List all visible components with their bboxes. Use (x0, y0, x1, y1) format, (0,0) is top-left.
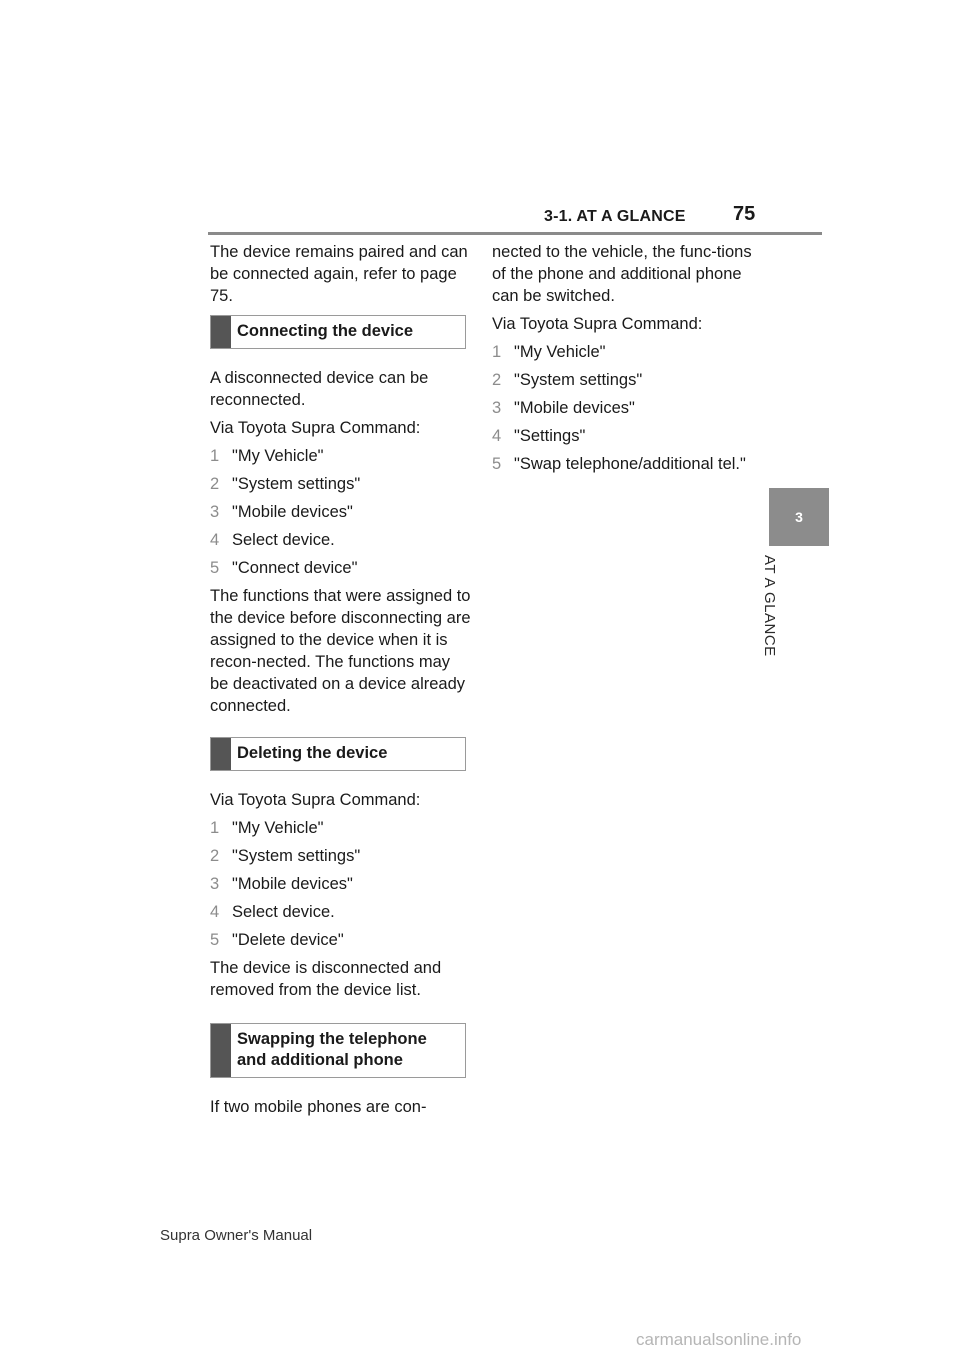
connect-heading: Connecting the device (237, 322, 414, 340)
left-column (210, 241, 472, 1124)
step-number: 5 (210, 931, 220, 949)
connect-note: The functions that were assigned to the device before disconnecting are assigned to the device when it is recon-nected. The functions may be deactivated on a device already connected. (210, 587, 471, 715)
step-text: "My Vehicle" (514, 343, 606, 361)
list-item (210, 873, 472, 895)
step-text: "Mobile devices" (514, 399, 635, 417)
swap-via: Via Toyota Supra Command: (492, 315, 703, 333)
list-item (492, 453, 754, 475)
step-text: "Connect device" (232, 559, 358, 577)
delete-heading: Deleting the device (237, 744, 388, 762)
connect-steps (210, 445, 472, 579)
manual-footer: Supra Owner's Manual (160, 1227, 313, 1244)
list-item (492, 397, 754, 419)
step-number: 3 (210, 875, 220, 893)
list-item (492, 341, 754, 363)
swap-heading: Swapping the telephone and additional phone (237, 1030, 427, 1069)
step-number: 1 (492, 343, 502, 361)
step-text: "System settings" (232, 475, 361, 493)
chapter-number: 3 (795, 509, 803, 525)
step-number: 1 (210, 447, 220, 465)
list-item (210, 529, 472, 551)
section-title: 3-1. AT A GLANCE (544, 208, 686, 225)
list-item (492, 425, 754, 447)
swap-steps (492, 341, 754, 475)
step-text: "System settings" (232, 847, 361, 865)
step-text: Select device. (232, 903, 335, 921)
step-number: 4 (492, 427, 502, 445)
connect-via: Via Toyota Supra Command: (210, 419, 421, 437)
list-item (210, 817, 472, 839)
chapter-label: AT A GLANCE (761, 555, 778, 657)
step-number: 5 (492, 455, 502, 473)
step-number: 1 (210, 819, 220, 837)
list-item (210, 845, 472, 867)
delete-steps (210, 817, 472, 951)
heading-bar (211, 1024, 231, 1077)
list-item (210, 445, 472, 467)
step-text: "Mobile devices" (232, 875, 353, 893)
swap-text-continued: nected to the vehicle, the func-tions of the phone and additional phone can be switched. (492, 243, 752, 305)
step-number: 2 (492, 371, 502, 389)
step-text: "Delete device" (232, 931, 344, 949)
header-rule (208, 232, 822, 235)
right-column (492, 241, 754, 481)
chapter-tab (769, 488, 829, 546)
step-text: "My Vehicle" (232, 447, 324, 465)
step-number: 3 (210, 503, 220, 521)
step-number: 4 (210, 531, 220, 549)
step-text: "Swap telephone/additional tel." (514, 455, 746, 473)
step-number: 2 (210, 847, 220, 865)
list-item (210, 557, 472, 579)
connect-text: A disconnected device can be reconnected. (210, 369, 429, 409)
delete-note: The device is disconnected and removed from the device list. (210, 959, 442, 999)
delete-heading-box (210, 737, 466, 771)
step-number: 3 (492, 399, 502, 417)
swap-heading-box (210, 1023, 466, 1078)
step-text: "Settings" (514, 427, 586, 445)
list-item (210, 473, 472, 495)
watermark: carmanualsonline.info (636, 1330, 802, 1349)
list-item (210, 901, 472, 923)
step-number: 5 (210, 559, 220, 577)
step-number: 2 (210, 475, 220, 493)
list-item (492, 369, 754, 391)
page-number: 75 (733, 203, 756, 225)
step-text: "My Vehicle" (232, 819, 324, 837)
step-text: Select device. (232, 531, 335, 549)
step-text: "Mobile devices" (232, 503, 353, 521)
intro-paragraph: The device remains paired and can be connected again, refer to page 75. (210, 243, 468, 305)
connect-heading-box (210, 315, 466, 349)
list-item (210, 501, 472, 523)
heading-bar (211, 738, 231, 770)
delete-via: Via Toyota Supra Command: (210, 791, 421, 809)
swap-text-start: If two mobile phones are con- (210, 1098, 427, 1116)
step-text: "System settings" (514, 371, 643, 389)
list-item (210, 929, 472, 951)
step-number: 4 (210, 903, 220, 921)
heading-bar (211, 316, 231, 348)
